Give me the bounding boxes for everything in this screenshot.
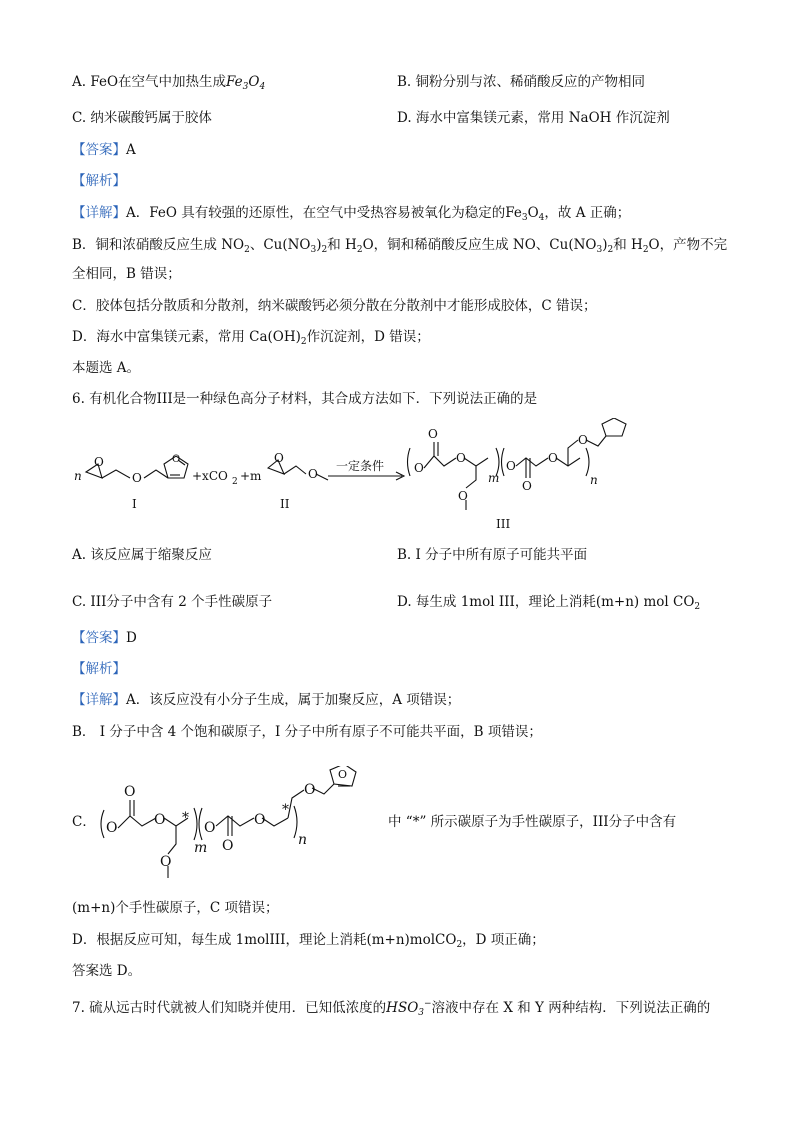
answer-value: A [126, 142, 136, 158]
answer-label: 【答案】 [72, 630, 126, 646]
bracket-mid-r [194, 808, 197, 840]
polymer-svg [98, 766, 388, 886]
chain-c [216, 816, 254, 826]
label-iii: III [496, 517, 511, 531]
poly-o-2: O [428, 427, 438, 441]
ether-o-2: O [308, 467, 318, 481]
polymer-structure [98, 766, 388, 886]
poly-o-f: O [222, 838, 234, 854]
poly-o-3: O [456, 451, 466, 465]
q5-explanation-b: B．铜和浓硝酸反应生成 $NO_2$、$Cu(NO_3)_2$和 $H_2O$，铜和稀硝酸反应生成 NO、$Cu(NO_3)_2$和 $H_2O$，产物不完 [72, 237, 728, 255]
q6-explanation-d: D．根据反应可知，每生成 1molIII，理论上消耗(m+n)molCO$_2$，D 项正确； [72, 932, 545, 950]
q5-option-a[interactable] [72, 72, 265, 92]
q5-conclusion: 本题选 A。 [72, 360, 141, 376]
poly-o-5: O [506, 459, 516, 473]
poly-n: n [298, 832, 308, 848]
poly-o-e: O [204, 820, 216, 836]
poly-o-4: O [458, 489, 468, 503]
side-chain-2b [586, 436, 606, 446]
q6-explanation-c-cont: (m+n)个手性碳原子，C 项错误； [72, 900, 279, 916]
paren-right [586, 448, 589, 476]
q5-explanation-a: 【详解】A．FeO 具有较强的还原性，在空气中受热容易被氧化为稳定的$Fe_3O_4$，故 A 正确； [72, 205, 631, 223]
q6-explanation-a: 【详解】A．该反应没有小分子生成，属于加聚反应，A 项错误； [72, 692, 461, 708]
q7-stem: 7. 硫从远古时代就被人们知晓并使用．已知低浓度的$HSO_3^-$溶液中存在 X 和 Y 两种结构．下列说法正确的 [72, 999, 711, 1018]
reaction-condition: 一定条件 [336, 459, 385, 473]
chain-1 [102, 470, 130, 478]
label-ii: II [280, 497, 290, 511]
rxn-m: m [488, 471, 500, 485]
rxn-plus-m: +m [240, 469, 262, 483]
q5-explanation-c: C．胶体包括分散质和分散剂，纳米碳酸钙必须分散在分散剂中才能形成胶体，C 错误； [72, 298, 597, 314]
poly-o-b: O [124, 784, 136, 800]
furan-o: O [338, 768, 348, 781]
chain-2 [284, 466, 306, 474]
poly-chain-a [424, 456, 456, 468]
chiral-star-2: * [282, 802, 289, 818]
ether-o-1: O [132, 471, 142, 485]
hso3-formula: $HSO_3^-$ [386, 999, 432, 1018]
rxn-nn: n [590, 473, 598, 487]
q6-conclusion: 答案选 D。 [72, 963, 142, 979]
bracket-right [294, 806, 297, 838]
q5-option-b[interactable]: B. 铜粉分别与浓、稀硝酸反应的产物相同 [397, 74, 646, 90]
q6-explanation-b: B． I 分子中含 4 个饱和碳原子，I 分子中所有原子不可能共平面，B 项错误； [72, 724, 542, 740]
paren-mid-l [502, 448, 505, 476]
furan-o-1: O [172, 454, 181, 465]
poly-o-8: O [578, 433, 588, 447]
poly-o-g: O [254, 812, 266, 828]
poly-o-c: O [154, 812, 166, 828]
poly-m: m [194, 840, 208, 856]
q6-option-a[interactable]: A. 该反应属于缩聚反应 [72, 547, 212, 563]
q5-explanation-d: D．海水中富集镁元素，常用 $Ca(OH)_2$作沉淀剂，D 错误； [72, 329, 430, 347]
rxn-n: n [74, 469, 82, 483]
poly-chain-b [464, 458, 488, 466]
q5-analysis-label: 【解析】 [72, 173, 126, 189]
poly-o-h: O [304, 782, 316, 798]
rxn-co2-sub: 2 [232, 477, 238, 487]
answer-value: D [126, 630, 137, 646]
bracket-left [101, 810, 104, 838]
q6-analysis-label: 【解析】 [72, 661, 126, 677]
reaction-scheme [72, 418, 732, 536]
q6-explanation-c-text: 中 “*” 所示碳原子为手性碳原子，III分子中含有 [388, 814, 677, 830]
furan-ring-2 [602, 418, 626, 436]
poly-o-1: O [414, 461, 424, 475]
side-a [168, 826, 176, 854]
side-chain-1 [466, 466, 476, 488]
q5-option-c[interactable]: C. 纳米碳酸钙属于胶体 [72, 110, 212, 126]
poly-o-6: O [522, 479, 532, 493]
poly-o-d: O [160, 854, 172, 870]
q6-option-c[interactable]: C. III分子中含有 2 个手性碳原子 [72, 594, 273, 610]
epoxide-o-2: O [274, 451, 284, 465]
q5-answer [72, 140, 136, 160]
fe3o4-formula: $Fe_3O_4$ [226, 74, 266, 92]
label-i: I [132, 497, 137, 511]
q6-explanation-c-label: C． [72, 814, 96, 830]
q5-explanation-b-cont: 全相同，B 错误； [72, 266, 181, 282]
poly-o-a: O [106, 820, 118, 836]
answer-label: 【答案】 [72, 142, 126, 158]
paren-left [408, 448, 411, 476]
chain-1b [144, 470, 168, 478]
q6-answer [72, 628, 137, 648]
rxn-plus-x: +xCO [192, 469, 228, 483]
q6-option-d[interactable]: D. 每生成 1mol III，理论上消耗(m+n) mol $CO_2$ [397, 594, 701, 612]
q5-option-a-text: A. FeO在空气中加热生成 [72, 74, 227, 90]
bracket-mid-l [199, 808, 202, 840]
epoxide-o-1: O [94, 455, 104, 469]
q6-stem: 6. 有机化合物III是一种绿色高分子材料，其合成方法如下．下列说法正确的是 [72, 391, 538, 407]
chain-a [118, 816, 156, 828]
q6-option-b[interactable]: B. I 分子中所有原子可能共平面 [397, 547, 588, 563]
chiral-star-1: * [182, 810, 189, 826]
poly-chain-c [516, 458, 548, 466]
poly-o-7: O [548, 451, 558, 465]
q5-option-d[interactable]: D. 海水中富集镁元素，常用 NaOH 作沉淀剂 [397, 110, 670, 126]
chain-d [262, 818, 288, 826]
reaction-svg [72, 418, 732, 536]
